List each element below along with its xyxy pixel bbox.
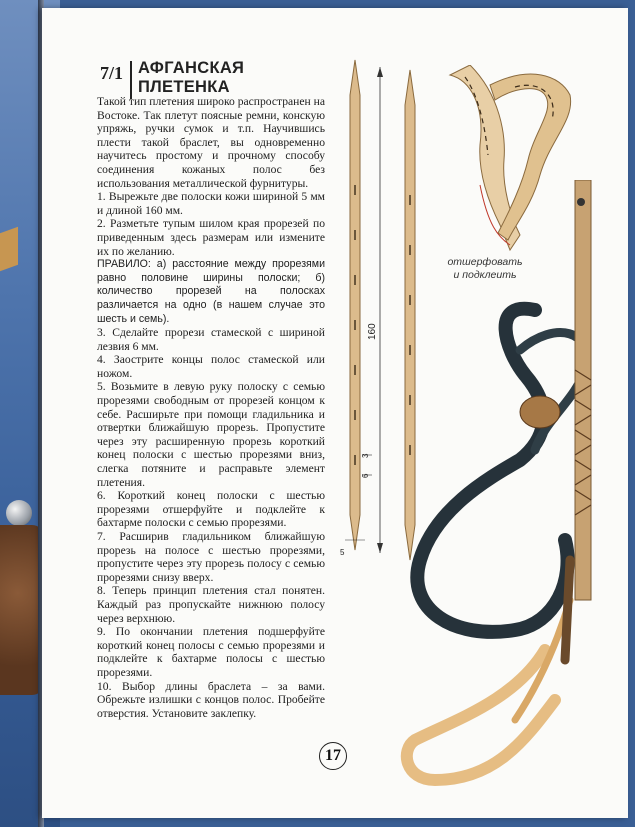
step-6: 6. Короткий конец полоски с шестью прорезями отшерфуйте и подклейте к бахтарме полоски с семью прорезями. <box>97 489 325 530</box>
section-title <box>138 59 244 97</box>
dim-arrow-top <box>377 67 383 77</box>
step-5: 5. Возьмите в левую руку полоску с семью прорезями свободным от прорезей концом к себе. Расширьте при помощи гладильника и отвертки ближайшую прорезь. Пропустите через эту расширенную прорезь короткий конец полоски с шестью прорезями вниз, слегка потяните и расправьте элемент плетения. <box>97 380 325 489</box>
light-strap <box>407 650 555 780</box>
header-divider <box>130 61 132 99</box>
dim-gap-label: 3 <box>361 453 370 458</box>
brown-strap <box>565 560 570 660</box>
page-number: 17 <box>319 742 347 770</box>
step-1: 1. Вырежьте две полоски кожи шириной 5 мм и длиной 160 мм. <box>97 190 325 217</box>
strip-left <box>350 60 360 550</box>
caption-line-1: отшерфовать <box>447 256 523 268</box>
section-number: 7/1 <box>100 63 124 83</box>
dim-length-label: 160 <box>367 323 378 340</box>
instructions-text <box>97 95 325 720</box>
step-3: 3. Сделайте прорези стамеской с шириной лезвия 6 мм. <box>97 326 325 353</box>
title-line-2: ПЛЕТЕНКА <box>138 78 230 96</box>
leather-piece <box>0 227 18 272</box>
step-4: 4. Заострите концы полос стамеской или ножом. <box>97 353 325 380</box>
dim-arrow-bottom <box>377 543 383 553</box>
caption-line-2: и подклеить <box>453 269 517 281</box>
wooden-bead <box>520 396 560 428</box>
rivet-icon <box>6 500 32 526</box>
dim-slot-label: 6 <box>361 473 370 478</box>
step-2: 2. Разметьте тупым шилом края прорезей по приведенным здесь размерам или измените их по желанию. <box>97 217 325 258</box>
dim-width-label: 5 <box>340 548 345 557</box>
rule-paragraph: ПРАВИЛО: а) расстояние между прорезями равно половине ширины полоски; б) количество прорезей на полосках различается на одно (в нашем случае это шесть и семь). <box>97 258 325 325</box>
strap-hole <box>577 198 585 206</box>
intro-paragraph: Такой тип плетения широко распространен на Востоке. Так плетут поясные ремни, конскую упряжь, ручки сумок и т.п. Научившись плести такой браслет, вы одновременно научитесь простому и прочному способу соединения кожаных полос без использования металлической фурнитуры. <box>97 95 325 190</box>
step-8: 8. Теперь принцип плетения стал понятен. Каждый раз пропускайте нижнюю полосу через верхнюю. <box>97 584 325 625</box>
step-10: 10. Выбор длины браслета – за вами. Обрежьте излишки с концов полос. Пробейте отверстия. Установите заклепку. <box>97 679 325 720</box>
braided-bracelet-photo <box>395 180 625 790</box>
title-line-1: АФГАНСКАЯ <box>138 59 245 77</box>
step-7: 7. Расширив гладильником ближайшую прорезь на полосе с шестью прорезями, пропустите через эту прорезь полосу с семью прорезями снизу вверх. <box>97 530 325 584</box>
step-9: 9. По окончании плетения подшерфуйте короткий конец полосы с семью прорезями и подклейте к бахтарме полосы с шестью прорезями. <box>97 625 325 679</box>
dark-strap <box>417 309 567 632</box>
